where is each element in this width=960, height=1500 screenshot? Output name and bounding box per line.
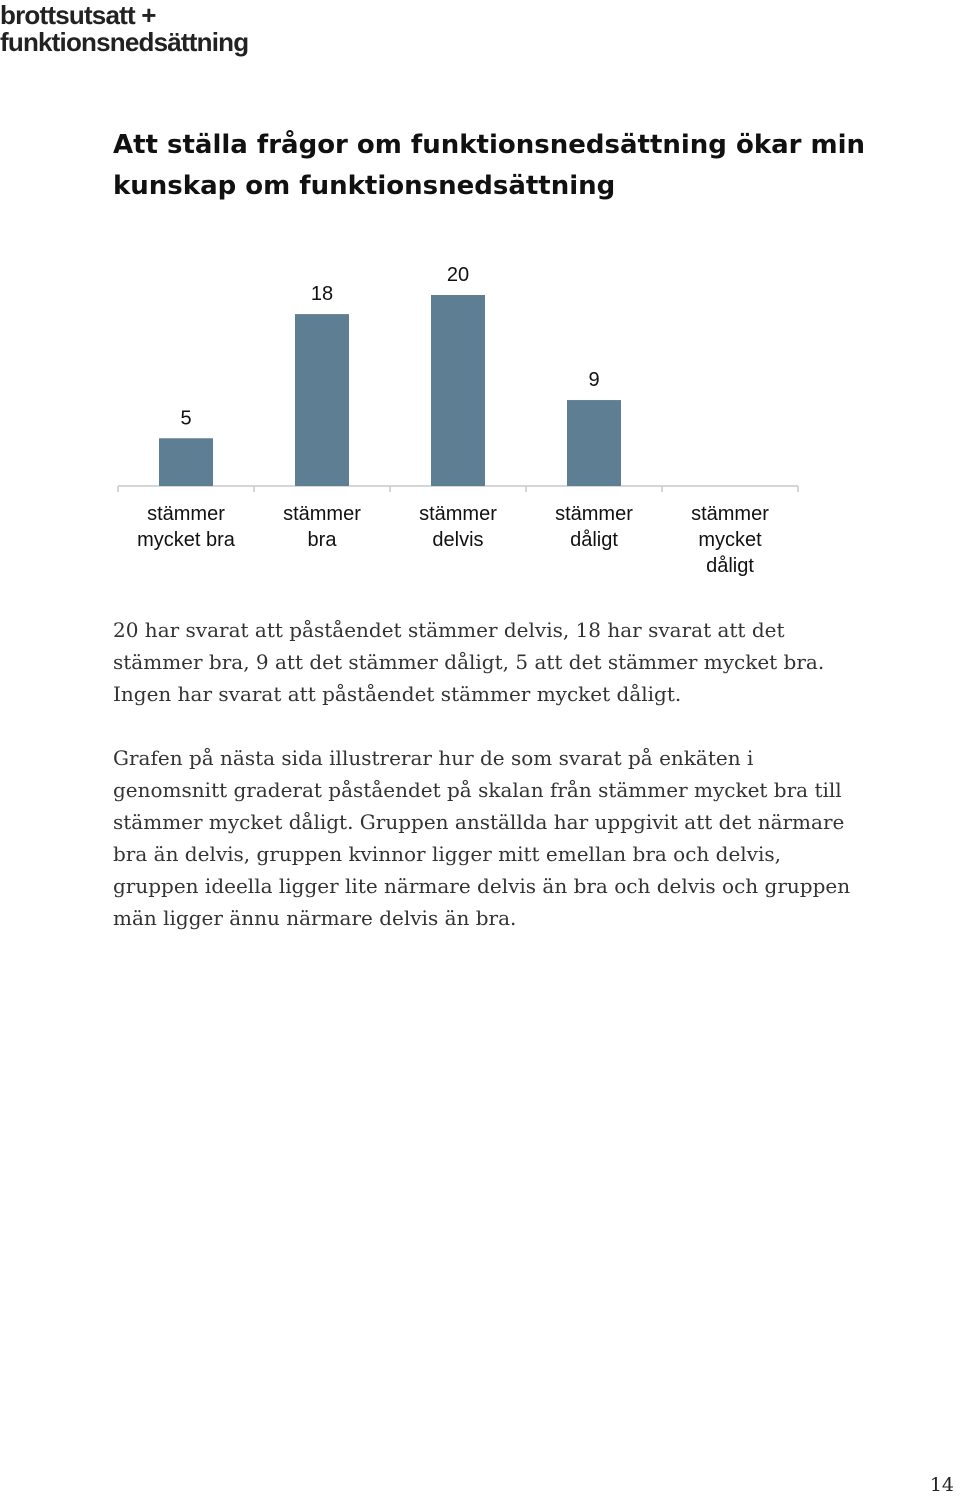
brand-logo [0, 2, 248, 56]
data-label-2: 18 [310, 283, 334, 306]
page-title: Att ställa frågor om funktionsnedsättning ökar min kunskap om funktionsnedsättning [113, 130, 866, 201]
category-label-1: mycket bra [137, 529, 235, 551]
category-label-3: delvis [432, 529, 484, 551]
logo-line-2: funktionsnedsättning [0, 27, 249, 57]
category-label-2: bra [307, 529, 337, 551]
category-label-4: stämmer [555, 503, 633, 525]
category-label-5: stämmer [691, 503, 769, 525]
bar-4 [567, 400, 621, 486]
category-label-5: mycket [698, 529, 762, 551]
data-label-4: 9 [588, 369, 600, 392]
logo-line-1: brottsutsatt + [0, 0, 156, 30]
page-number: 14 [929, 1474, 954, 1496]
bar-chart [0, 240, 960, 590]
bar-1 [159, 438, 213, 486]
bar-2 [295, 314, 349, 486]
category-label-4: dåligt [570, 529, 618, 551]
data-label-1: 5 [180, 407, 192, 430]
bar-3 [431, 295, 485, 486]
category-label-3: stämmer [419, 503, 497, 525]
paragraph-1: 20 har svarat att påståendet stämmer delvis, 18 har svarat att det stämmer bra, 9 att det stämmer dåligt, 5 att det stämmer mycket bra. Ingen har svarat att påståendet stämmer mycket dåligt. [113, 618, 825, 706]
category-label-1: stämmer [147, 503, 225, 525]
paragraph-2: Grafen på nästa sida illustrerar hur de som svarat på enkäten i genomsnitt graderat påståendet på skalan från stämmer mycket bra till stämmer mycket dåligt. Gruppen anställda har uppgivit att det närmare bra än delvis, gruppen kvinnor ligger mitt emellan bra och delvis, gruppen ideella ligger lite närmare delvis än bra och delvis och gruppen män ligger ännu närmare delvis än bra. [113, 746, 851, 930]
category-label-5: dåligt [706, 555, 754, 577]
data-label-3: 20 [446, 264, 470, 286]
category-label-2: stämmer [283, 503, 361, 525]
